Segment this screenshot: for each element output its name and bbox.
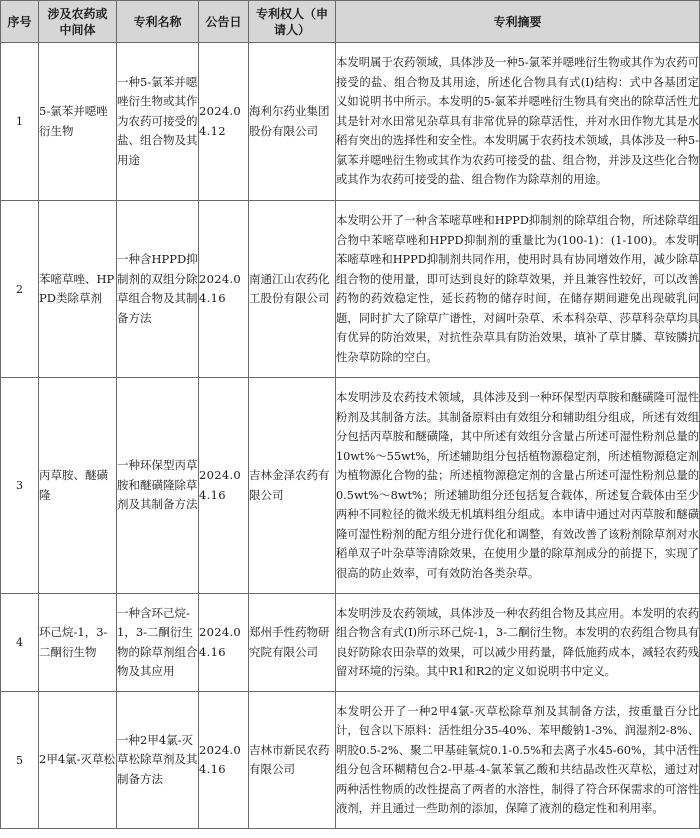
row-abstract xyxy=(336,201,700,378)
row-number: 1 xyxy=(1,43,39,201)
row-patent-name-text: 一种含HPPD抑制剂的双组分除草组合物及其制备方法 xyxy=(117,252,198,325)
row-date-text: 2024.04.16 xyxy=(199,271,242,305)
row-target-text: 苯嘧草唑、HPPD类除草剂 xyxy=(39,271,115,305)
row-date-text: 2024.04.16 xyxy=(199,742,242,776)
row-abstract xyxy=(336,594,700,692)
header-date: 公告日 xyxy=(199,1,249,43)
row-target xyxy=(39,692,117,829)
row-number: 3 xyxy=(1,378,39,594)
row-owner-text: 南通江山农药化工股份有限公司 xyxy=(249,271,330,305)
row-owner-text: 郑州手性药物研究院有限公司 xyxy=(249,625,330,659)
table-row xyxy=(1,201,700,378)
row-owner-text: 吉林市新民农药有限公司 xyxy=(249,742,330,776)
row-abstract-text: 本发明涉及农药技术领域，具体涉及到一种环保型丙草胺和醚磺隆可湿性粉剂及其制备方法。其制备原料由有效组分和辅助组分组成，所述有效组分包括丙草胺和醚磺隆，其中所述有效组分含量占所述可湿性粉剂总量的10wt%～55wt%，所述辅助组分包括植物源稳定剂，所述植物源稳定剂为植物源化合物的盐；所述植物源稳定剂的含量占所述可湿性粉剂总量的0.5wt%～8wt%；所述辅助组分还包括复合载体，所述复合载体由至少两种不同粒径的微米级无机填料组分组成。本申请中通过对丙草胺和醚磺隆可湿性粉剂的配方组分进行优化和调整，有效改善了该粉剂除草剂对水稻单双子叶杂草等清除效果，在使用少量的除草剂成分的前提下，实现了很高的防止效率，可有效防治各类杂草。 xyxy=(336,391,699,580)
row-abstract-text: 本发明公开了一种2甲4氯-灭草松除草剂及其制备方法，按重量百分比计，包含以下原料：活性组分35-40%、苯甲酸钠1-3%、润湿剂2-8%、明胶0.5-2%、聚二甲基硅氧烷0.1-0.5%和去离子水45-60%，其中活性组分包含环糊精包合2-甲基-4-氯苯氧乙酸和共结晶改性灭草松，通过对两种活性物质的改性提高了两者的水溶性，制得了符合环保需求的可溶性液剂，并且通过一些助剂的添加，保障了液剂的稳定性和利用率。 xyxy=(336,704,699,815)
row-date xyxy=(199,378,249,594)
header-target xyxy=(39,1,117,43)
row-number: 4 xyxy=(1,594,39,692)
row-patent-name xyxy=(117,692,199,829)
row-date xyxy=(199,201,249,378)
row-date-text: 2024.04.16 xyxy=(199,625,242,659)
row-number: 2 xyxy=(1,201,39,378)
row-target-text: 5-氯苯并噁唑衍生物 xyxy=(39,104,108,138)
row-date xyxy=(199,43,249,201)
row-owner xyxy=(249,201,336,378)
row-date-text: 2024.04.16 xyxy=(199,468,242,502)
header-row xyxy=(1,1,700,43)
row-target xyxy=(39,378,117,594)
row-patent-name-text: 一种环保型丙草胺和醚磺隆除草剂及其制备方法 xyxy=(117,458,198,512)
row-patent-name-text: 一种5-氯苯并噁唑衍生物或其作为农药可接受的盐、组合物及其用途 xyxy=(117,74,198,167)
row-target-text: 环己烷-1，3-二酮衍生物 xyxy=(39,625,108,659)
row-patent-name xyxy=(117,594,199,692)
row-owner xyxy=(249,692,336,829)
row-target-text: 2甲4氯-灭草松 xyxy=(39,752,116,767)
row-abstract-text: 本发明公开了一种含苯嘧草唑和HPPD抑制剂的除草组合物，所述除草组合物中苯嘧草唑和HPPD抑制剂的重量比为(100-1)：(1-100)。本发明苯嘧草唑和HPPD抑制剂共同作用，使用时具有协同增效作用，减少除草组合物的使用量，即可达到良好的除草效果，并且兼容性较好，可以改善药物的药效稳定性，延长药物的储存时间，在储存期间避免出现破乳问题，同时扩大了除草广谱性，对阔叶杂草、禾本科杂草、莎草科杂草均具有优异的防治效果，对抗性杂草具有防治效果，填补了草甘膦、草铵膦抗性杂草防除的空白。 xyxy=(336,214,699,364)
header-owner xyxy=(249,1,336,43)
row-target xyxy=(39,43,117,201)
row-owner xyxy=(249,378,336,594)
row-target xyxy=(39,594,117,692)
table-row xyxy=(1,594,700,692)
row-abstract xyxy=(336,43,700,201)
row-patent-name xyxy=(117,201,199,378)
row-date xyxy=(199,692,249,829)
table-header xyxy=(1,1,700,43)
header-abstract: 专利摘要 xyxy=(336,1,700,43)
row-patent-name xyxy=(117,378,199,594)
header-name: 专利名称 xyxy=(117,1,199,43)
row-date-text: 2024.04.12 xyxy=(199,104,242,138)
header-target-label: 涉及农药或中间体 xyxy=(47,6,108,37)
header-no: 序号 xyxy=(1,1,39,43)
row-patent-name-text: 一种含环己烷-1，3-二酮衍生物的除草剂组合物及其应用 xyxy=(117,605,198,678)
row-abstract-text: 本发明涉及农药领域，具体涉及一种农药组合物及其应用。本发明的农药组合物含有式(I)所示环己烷-1，3-二酮衍生物。本发明的农药组合物具有良好防除农田杂草的效果，可以减少用药量，降低施药成本，减轻农药残留对环境的污染。其中R1和R2的定义如说明书中定义。 xyxy=(336,606,699,678)
header-owner-label: 专利权人（申请人） xyxy=(255,6,328,37)
row-target-text: 丙草胺、醚磺隆 xyxy=(39,468,108,502)
row-patent-name xyxy=(117,43,199,201)
row-owner xyxy=(249,43,336,201)
table-row xyxy=(1,692,700,829)
row-target xyxy=(39,201,117,378)
row-owner xyxy=(249,594,336,692)
row-abstract xyxy=(336,692,700,829)
row-patent-name-text: 一种2甲4氯-灭草松除草剂及其制备方法 xyxy=(117,732,198,786)
row-owner-text: 海利尔药业集团股份有限公司 xyxy=(249,104,330,138)
table-row xyxy=(1,378,700,594)
table-row xyxy=(1,43,700,201)
row-abstract xyxy=(336,378,700,594)
row-abstract-text: 本发明属于农药领域，具体涉及一种5-氯苯并噁唑衍生物或其作为农药可接受的盐、组合物及其用途，所述化合物具有式(I)结构：式中各基团定义如说明书中所示。本发明的5-氯苯并噁唑衍生物具有突出的除草活性尤其是针对水田常见杂草具有非常优异的除草活性，并对水田作物尤其是水稻有突出的选择性和安全性。本发明属于农药技术领域，具体涉及一种5-氯苯并噁唑衍生物或其作为农药可接受的盐、组合物，并涉及这些化合物或其作为农药可接受的盐、组合物作为除草剂的用途。 xyxy=(336,56,699,187)
row-date xyxy=(199,594,249,692)
row-number: 5 xyxy=(1,692,39,829)
row-owner-text: 吉林金泽农药有限公司 xyxy=(249,468,330,502)
table-body xyxy=(1,43,700,829)
